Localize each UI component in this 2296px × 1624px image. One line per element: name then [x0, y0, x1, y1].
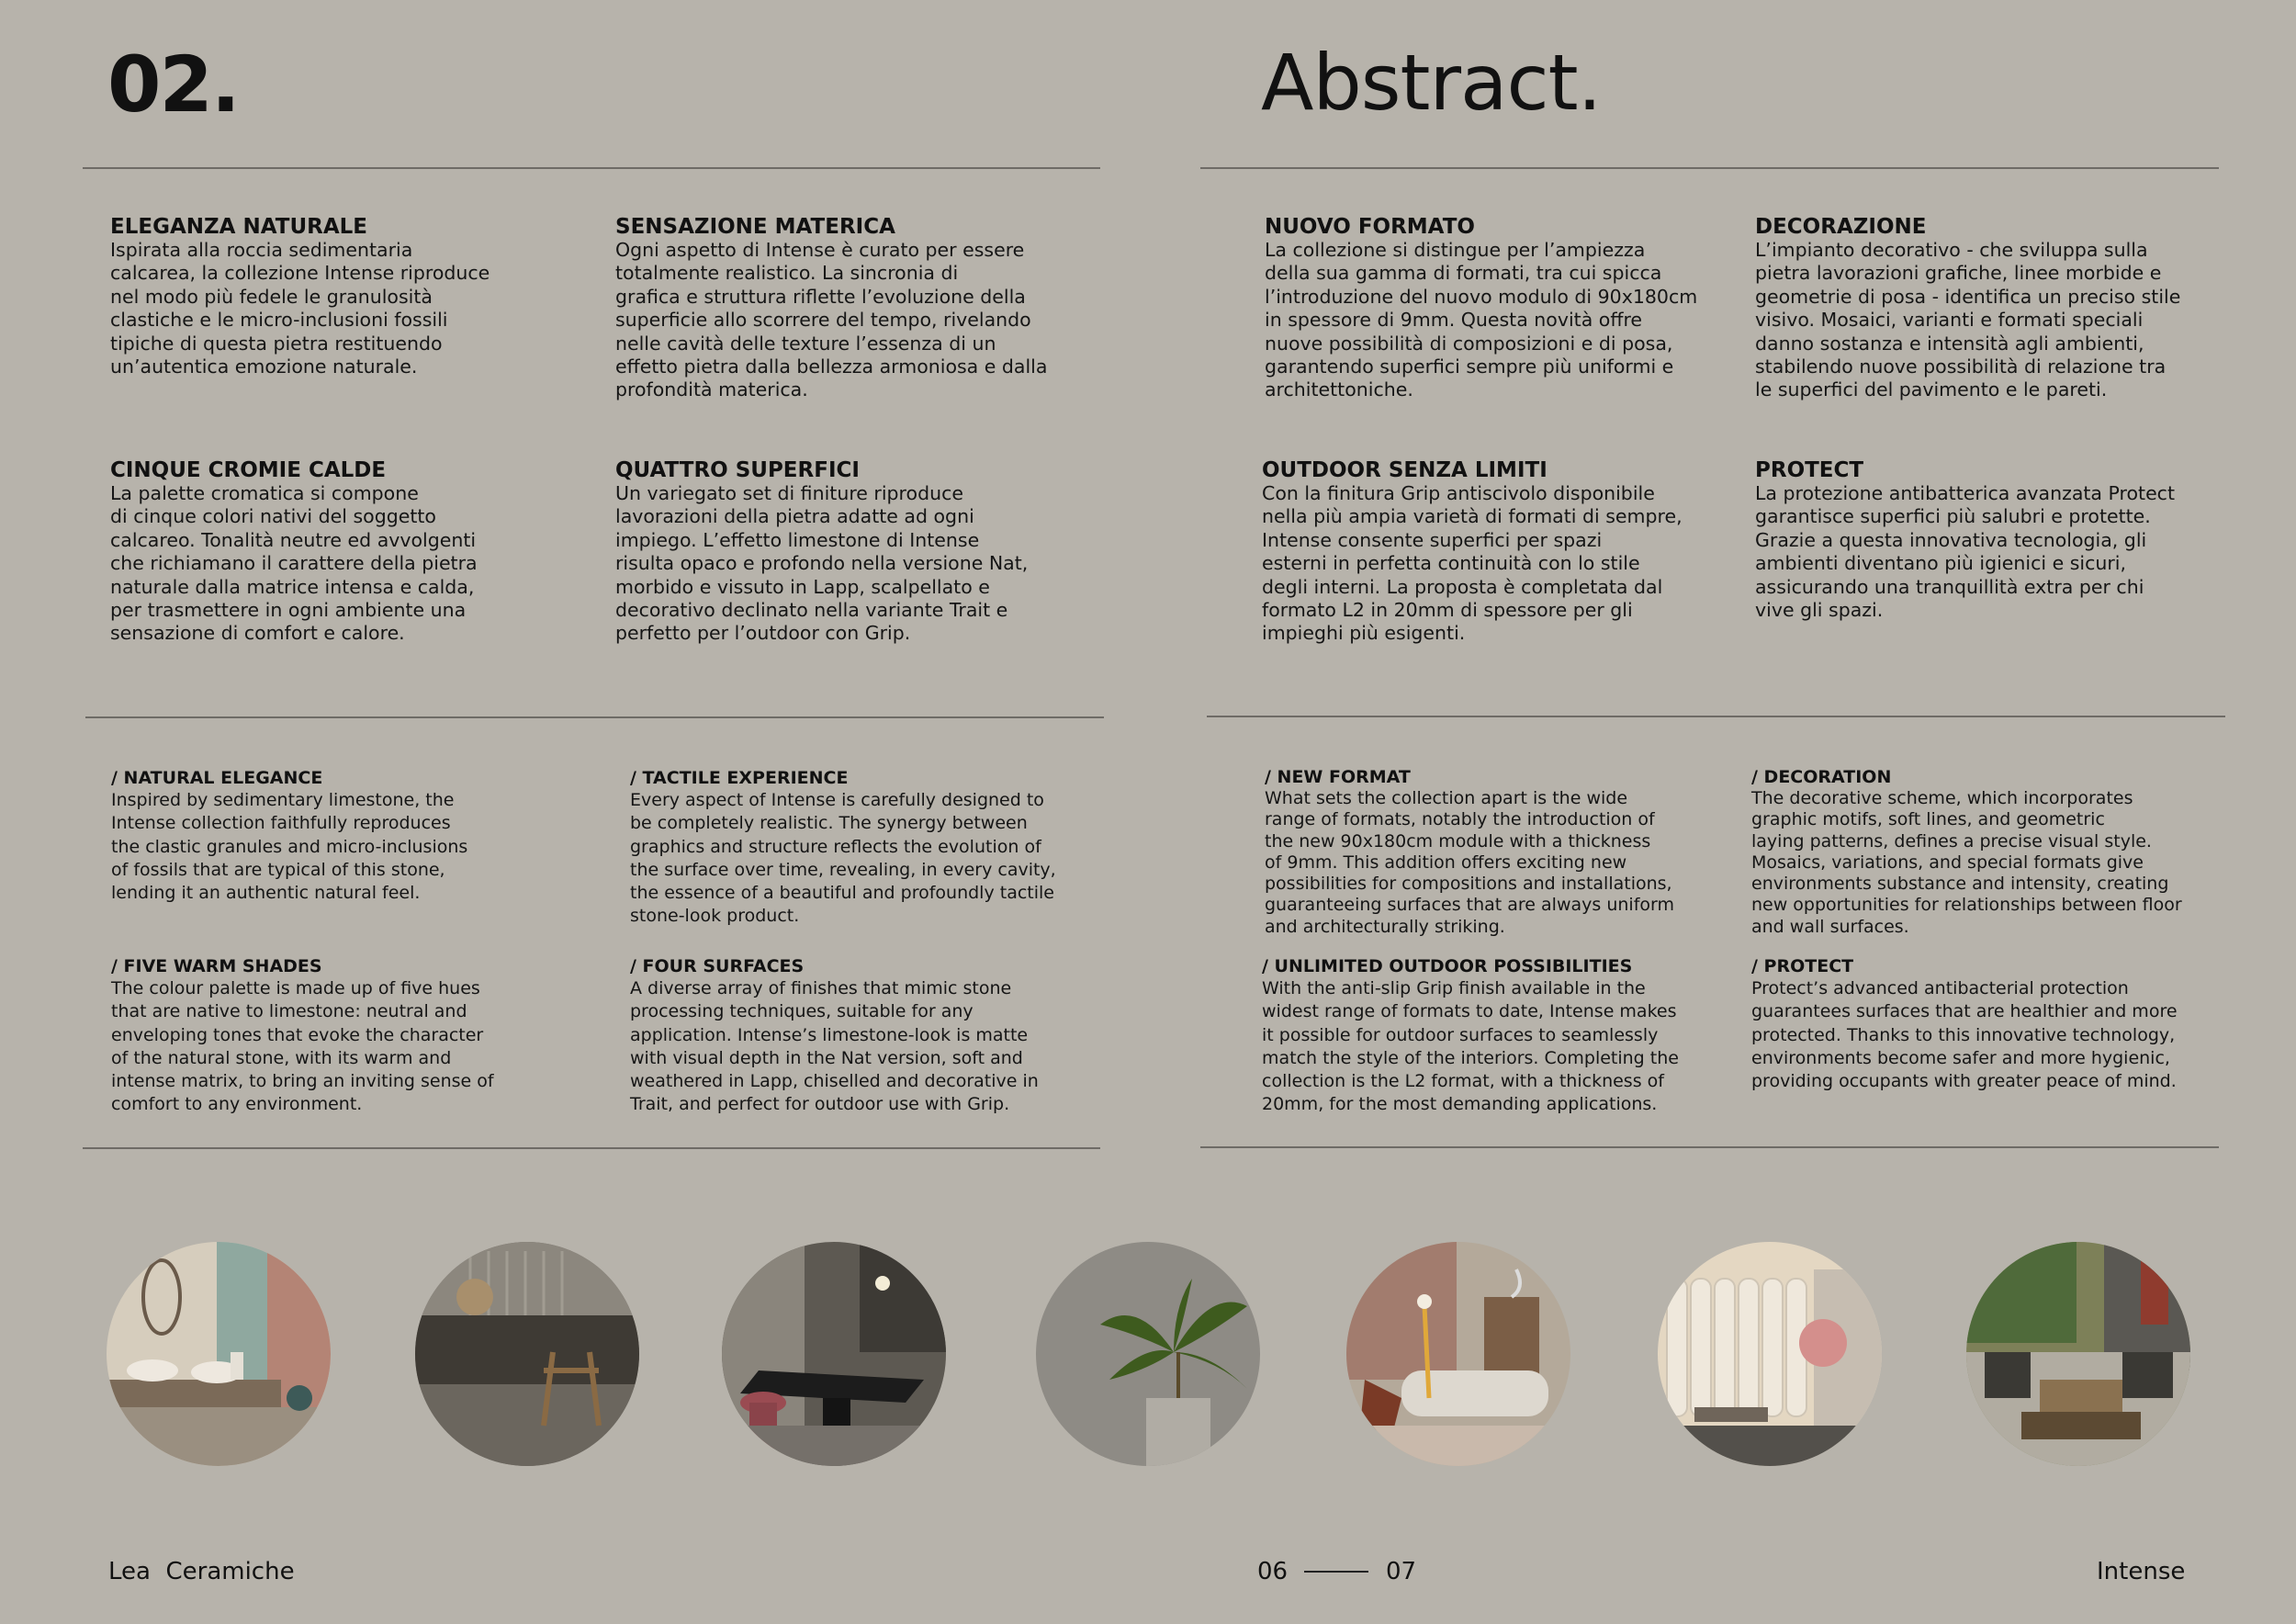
it-body: Con la finitura Grip antiscivolo disponibile nella più ampia varietà di formati di sempre, Intense consente superfici per spazi esterni in perfetta continuità con lo stile degli interni. La proposta è completata dal formato L2 in 20mm di spessore per gli impieghi più esigenti.	[1262, 482, 1683, 645]
it-block-quattro-superfici	[615, 458, 1028, 646]
en-heading: / PROTECT	[1751, 956, 1854, 976]
photo-living-room-sofa	[1346, 1242, 1570, 1466]
en-heading: / UNLIMITED OUTDOOR POSSIBILITIES	[1262, 956, 1633, 976]
en-body: What sets the collection apart is the wide range of formats, notably the introduction of the new 90x180cm module with a thickness of 9mm. This addition offers exciting new possibilities for compositions and installations, guaranteeing surfaces that are always uniform and architecturally striking.	[1265, 788, 1674, 937]
it-heading: DECORAZIONE	[1755, 215, 1927, 239]
it-body: Ispirata alla roccia sedimentaria calcarea, la collezione Intense riproduce nel modo più fedele le granulosità clastiche e le micro-inclusioni fossili tipiche di questa pietra restituendo un’autentica emozione naturale.	[110, 239, 490, 378]
en-heading: / NEW FORMAT	[1265, 767, 1411, 787]
photo-bathroom-vanity	[107, 1242, 331, 1466]
it-body: La palette cromatica si compone di cinque colori nativi del soggetto calcareo. Tonalità neutre ed avvolgenti che richiamano il carattere della pietra naturale dalla matrice intensa e calda, per trasmettere in ogni ambiente una sensazione di comfort e calore.	[110, 482, 478, 645]
footer-brand: Lea Ceramiche	[108, 1558, 295, 1585]
en-block-five-warm-shades	[111, 955, 494, 1117]
page-number-right: 07	[1386, 1558, 1417, 1585]
header-divider-left	[83, 167, 1100, 169]
section-number: 02.	[107, 39, 239, 130]
en-body: Inspired by sedimentary limestone, the Intense collection faithfully reproduces the clastic granules and micro-inclusions of fossils that are typical of this stone, lending it an authentic natural feel.	[111, 790, 468, 904]
page-title: Abstract.	[1261, 38, 1602, 128]
it-block-decorazione	[1755, 215, 2180, 402]
bottom-divider-left	[83, 1147, 1100, 1149]
photo-palm-plant	[1036, 1242, 1260, 1466]
it-heading: OUTDOOR SENZA LIMITI	[1262, 458, 1548, 482]
middle-divider-left	[85, 716, 1104, 718]
it-block-outdoor-senza-limiti	[1262, 458, 1683, 646]
it-heading: QUATTRO SUPERFICI	[615, 458, 860, 482]
en-block-new-format	[1265, 766, 1674, 938]
page-number-left: 06	[1257, 1558, 1289, 1585]
it-block-cinque-cromie-calde	[110, 458, 478, 646]
photo-dining-table	[722, 1242, 946, 1466]
en-block-protect	[1751, 955, 2178, 1093]
en-body: With the anti-slip Grip finish available in the widest range of formats to date, Intense makes it possible for outdoor surfaces to seamlessly match the style of the interiors. Completing the collection is the L2 format, with a thickness of 20mm, for the most demanding applications.	[1262, 978, 1679, 1115]
en-heading: / DECORATION	[1751, 767, 1892, 787]
en-heading: / NATURAL ELEGANCE	[111, 768, 323, 788]
it-body: La collezione si distingue per l’ampiezza della sua gamma di formati, tra cui spicca l’introduzione del nuovo modulo di 90x180cm in spessore di 9mm. Questa novità offre nuove possibilità di composizioni e di posa, garantendo superfici sempre più uniformi e architettoniche.	[1265, 239, 1698, 401]
it-body: La protezione antibatterica avanzata Protect garantisce superfici più salubri e protette. Grazie a questa innovativa tecnologia, gli ambienti diventano più igienici e sicuri, assicurando una tranquillità extra per chi vive gli spazi.	[1755, 482, 2175, 622]
bottom-divider-right	[1200, 1146, 2219, 1148]
it-heading: NUOVO FORMATO	[1265, 215, 1475, 239]
it-block-eleganza-naturale	[110, 215, 490, 378]
en-heading: / TACTILE EXPERIENCE	[630, 768, 849, 788]
it-heading: CINQUE CROMIE CALDE	[110, 458, 387, 482]
photo-dark-sideboard	[415, 1242, 639, 1466]
photo-tile-wall-mirror	[1658, 1242, 1882, 1466]
middle-divider-right	[1207, 716, 2225, 717]
en-block-tactile-experience	[630, 767, 1056, 929]
header-divider-right	[1200, 167, 2219, 169]
en-block-decoration	[1751, 766, 2182, 938]
en-block-four-surfaces	[630, 955, 1039, 1117]
en-heading: / FIVE WARM SHADES	[111, 956, 322, 976]
en-body: Protect’s advanced antibacterial protection guarantees surfaces that are healthier and more protected. Thanks to this innovative technology, environments become safer and more hygienic, providing occupants with greater peace of mind.	[1751, 978, 2178, 1092]
it-block-sensazione-materica	[615, 215, 1047, 402]
it-block-nuovo-formato	[1265, 215, 1697, 402]
en-body: The decorative scheme, which incorporates graphic motifs, soft lines, and geometric laying patterns, defines a precise visual style. Mosaics, variations, and special formats give environments substance and intensity, creating new opportunities for relationships between floor and wall surfaces.	[1751, 788, 2182, 937]
it-heading: ELEGANZA NATURALE	[110, 215, 367, 239]
it-block-protect	[1755, 458, 2175, 622]
photo-outdoor-terrace	[1966, 1242, 2190, 1466]
en-block-natural-elegance	[111, 767, 467, 905]
it-heading: SENSAZIONE MATERICA	[615, 215, 895, 239]
it-body: Ogni aspetto di Intense è curato per essere totalmente realistico. La sincronia di grafica e struttura riflette l’evoluzione della superficie allo scorrere del tempo, rivelando nelle cavità delle texture l’essenza di un effetto pietra dalla bellezza armoniosa e dalla profondità materica.	[615, 239, 1048, 401]
en-body: Every aspect of Intense is carefully designed to be completely realistic. The synergy between graphics and structure reflects the evolution of the surface over time, revealing, in every cavity, the essence of a beautiful and profoundly tactile stone-look product.	[630, 790, 1056, 927]
en-body: The colour palette is made up of five hues that are native to limestone: neutral and enveloping tones that evoke the character of the natural stone, with its warm and intense matrix, to bring an inviting sense of comfort to any environment.	[111, 978, 494, 1115]
it-body: L’impianto decorativo - che sviluppa sulla pietra lavorazioni grafiche, linee morbide e geometrie di posa - identifica un preciso stile visivo. Mosaici, varianti e formati speciali danno sostanza e intensità agli ambienti, stabilendo nuove possibilità di relazione tra le superfici del pavimento e le pareti.	[1755, 239, 2181, 401]
en-heading: / FOUR SURFACES	[630, 956, 805, 976]
en-block-unlimited-outdoor	[1262, 955, 1679, 1117]
en-body: A diverse array of finishes that mimic stone processing techniques, suitable for any application. Intense’s limestone-look is matte with visual depth in the Nat version, soft and weathered in Lapp, chiselled and decorative in Trait, and perfect for outdoor use with Grip.	[630, 978, 1039, 1115]
footer-collection-name: Intense	[2097, 1558, 2186, 1585]
it-heading: PROTECT	[1755, 458, 1864, 482]
it-body: Un variegato set di finiture riproduce lavorazioni della pietra adatte ad ogni impiego. L’effetto limestone di Intense risulta opaco e profondo nella versione Nat, morbido e vissuto in Lapp, scalpellato e decorativo declinato nella variante Trait e perfetto per l’outdoor con Grip.	[615, 482, 1029, 645]
page-number-separator	[1304, 1571, 1368, 1573]
